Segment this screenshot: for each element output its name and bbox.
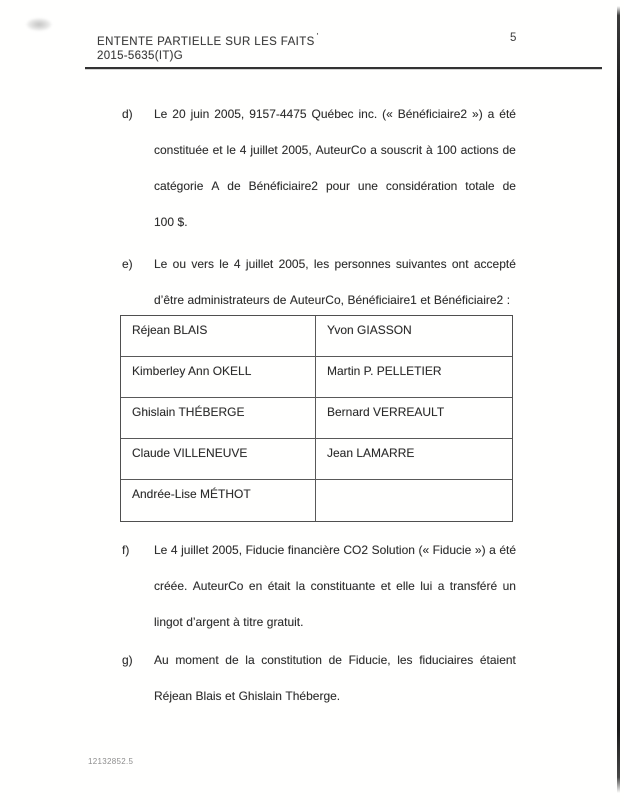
word: inc. [358, 107, 378, 121]
word: Bénéficiaire1 [347, 293, 417, 307]
paragraph-lines [154, 246, 516, 318]
word: gratuit. [266, 615, 304, 629]
word: ») [472, 107, 483, 121]
word: 2005, [214, 107, 245, 121]
word: Théberge. [285, 689, 341, 703]
word: en [248, 579, 263, 593]
word: a [487, 107, 495, 121]
title-footnote-mark: ' [316, 32, 319, 41]
document-title [97, 32, 319, 48]
word: et [225, 689, 236, 703]
word: étaient [479, 653, 516, 667]
word: 100 [154, 215, 175, 229]
word: d’argent [186, 615, 230, 629]
paragraph-line [154, 96, 516, 132]
word: constitution [261, 653, 322, 667]
paragraph-label: g) [122, 653, 133, 667]
table-cell: Bernard VERREAULT [316, 398, 512, 439]
word: AuteurCo [315, 143, 367, 157]
page-number: 5 [510, 32, 517, 44]
scan-smudge [26, 18, 52, 31]
word: constituante [310, 579, 376, 593]
word: CO2 [343, 543, 369, 557]
word: a [489, 543, 496, 557]
paragraph-line [154, 532, 516, 568]
administrators-table [120, 315, 513, 522]
word: 20 [172, 107, 186, 121]
table-cell: Jean LAMARRE [316, 439, 512, 480]
word: et [420, 293, 431, 307]
word: de [328, 653, 342, 667]
word: titre [243, 615, 264, 629]
word: 4 [170, 543, 178, 557]
paragraph-lines [154, 532, 516, 640]
word: la [295, 579, 306, 593]
paragraph-line [154, 678, 516, 714]
word: Fiducie, [348, 653, 391, 667]
word: les [397, 653, 413, 667]
word: AuteurCo, [289, 293, 344, 307]
paragraph-label: f) [122, 543, 130, 557]
paragraph-f [122, 532, 522, 640]
word: été [499, 107, 516, 121]
word: transféré [449, 579, 498, 593]
word: lui [420, 579, 433, 593]
word: Ghislain [238, 689, 282, 703]
table-cell: Yvon GIASSON [316, 316, 512, 357]
word: Bénéficiaire2 [397, 107, 468, 121]
paragraph-line [154, 282, 516, 318]
word: AuteurCo [192, 579, 244, 593]
word: a [437, 579, 445, 593]
paragraph-line [154, 132, 516, 168]
word: (« [382, 107, 393, 121]
word: vers [191, 257, 214, 271]
word: Le [154, 257, 168, 271]
word: : [506, 293, 511, 307]
word: (« [418, 543, 430, 557]
word: administrateurs [187, 293, 270, 307]
table-cell [316, 480, 512, 521]
paragraph-line [154, 568, 516, 604]
word: de [502, 179, 516, 193]
word: Solution [371, 543, 415, 557]
word: créée. [154, 579, 188, 593]
word: suivantes [395, 257, 447, 271]
word: catégorie [154, 179, 204, 193]
table-cell: Ghislain THÉBERGE [121, 398, 316, 439]
word: elle [396, 579, 415, 593]
word: Au [154, 653, 169, 667]
word: fiduciaires [419, 653, 474, 667]
footer-document-id: 12132852.5 [88, 757, 134, 766]
table-cell: Andrée-Lise MÉTHOT [121, 480, 316, 521]
scan-edge-line [617, 6, 620, 793]
word: et [212, 143, 223, 157]
word: le [226, 143, 236, 157]
word: 9157-4475 [249, 107, 307, 121]
word: ») [474, 543, 486, 557]
paragraph-lines [154, 642, 516, 714]
word: la [245, 653, 255, 667]
word: juillet [250, 143, 278, 157]
word: 100 [436, 143, 457, 157]
word: moment [175, 653, 219, 667]
word: était [267, 579, 291, 593]
paragraph-label: e) [122, 257, 133, 271]
word: Le [154, 107, 168, 121]
word: et [380, 579, 391, 593]
word: Fiducie [245, 543, 285, 557]
paragraph-g [122, 642, 522, 714]
word: Blais [195, 689, 222, 703]
word: souscrit [380, 143, 423, 157]
word: 2005, [278, 257, 309, 271]
word: à [426, 143, 433, 157]
word: totale [465, 179, 495, 193]
docket-number: 2015-5635(IT)G [97, 50, 184, 62]
table-cell: Martin P. PELLETIER [316, 357, 512, 398]
word: 4 [233, 257, 241, 271]
table-cell: Kimberley Ann OKELL [121, 357, 316, 398]
document-title-text: ENTENTE PARTIELLE SUR LES FAITS [97, 36, 315, 48]
word: accepté [473, 257, 516, 271]
word: constituée [154, 143, 209, 157]
word: considération [385, 179, 458, 193]
word: ont [451, 257, 469, 271]
word: A [211, 179, 220, 193]
paragraph-line [154, 246, 516, 282]
paragraph-lines [154, 96, 516, 240]
word: lingot [154, 615, 183, 629]
table-cell: Réjean BLAIS [121, 316, 316, 357]
word: Québec [311, 107, 354, 121]
word: Bénéficiaire2 [248, 179, 318, 193]
word: de [273, 293, 287, 307]
paragraph-label: d) [122, 107, 133, 121]
paragraph-e [122, 246, 522, 318]
word: 2005, [212, 543, 243, 557]
word: Le [154, 543, 168, 557]
word: Bénéficiaire2 [433, 293, 504, 307]
word: a [370, 143, 377, 157]
paragraph-line [154, 168, 516, 204]
word: financière [287, 543, 340, 557]
word: de [225, 653, 239, 667]
paragraph-line [154, 604, 516, 640]
word: juillet [181, 543, 209, 557]
word: 2005, [281, 143, 312, 157]
word: juin [190, 107, 210, 121]
word: d’être [154, 293, 185, 307]
word: pour [325, 179, 350, 193]
table-cell: Claude VILLENEUVE [121, 439, 316, 480]
header-rule [85, 67, 602, 69]
word: de [227, 179, 241, 193]
word: le [219, 257, 229, 271]
word: 4 [239, 143, 247, 157]
word: Réjean [154, 689, 193, 703]
word: actions [460, 143, 499, 157]
paragraph-line [154, 642, 516, 678]
word: une [357, 179, 378, 193]
word: été [499, 543, 516, 557]
word: à [233, 615, 240, 629]
paragraph-d [122, 96, 522, 240]
word: les [313, 257, 330, 271]
word: Fiducie [432, 543, 472, 557]
word: personnes [334, 257, 391, 271]
word: juillet [245, 257, 274, 271]
word: $. [177, 215, 188, 229]
word: de [502, 143, 516, 157]
word: ou [172, 257, 187, 271]
paragraph-line [154, 204, 516, 240]
word: un [502, 579, 516, 593]
